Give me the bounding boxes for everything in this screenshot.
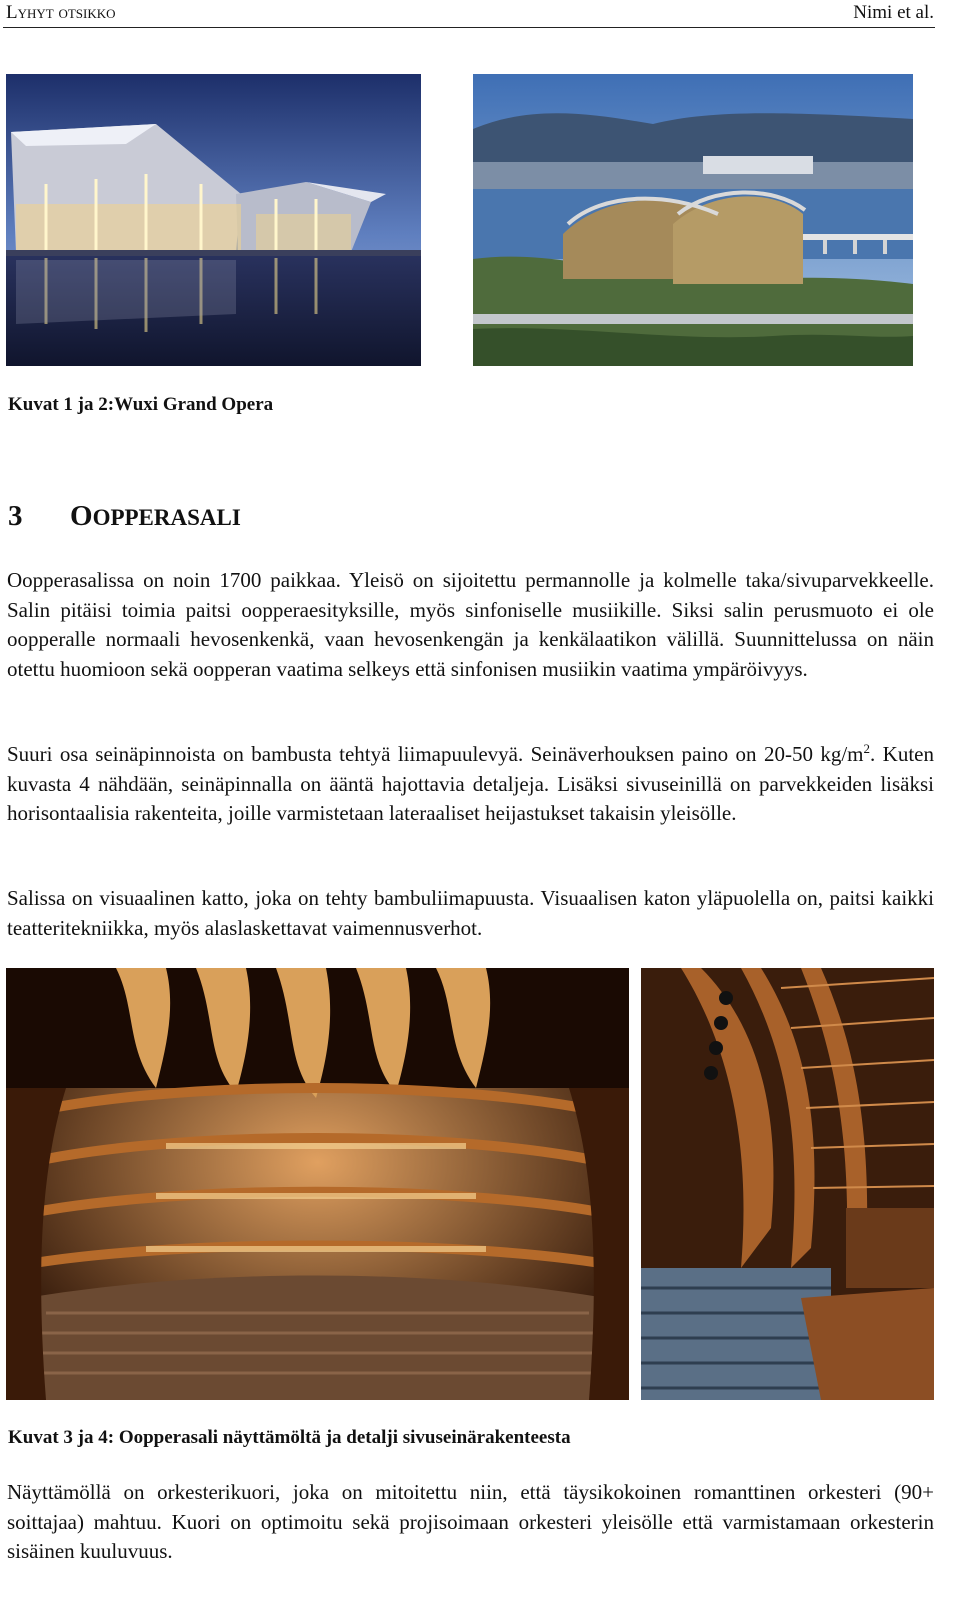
- paragraph: Salissa on visuaalinen katto, joka on tehty bambuliimapuusta. Visuaalisen katon yläpuolella on, paitsi kaikki teatteritekniikka, myös alaslaskettavat vaimennusverhot.: [7, 886, 934, 940]
- section-title-rest: OPPERASALI: [92, 505, 241, 530]
- running-title: Lyhyt otsikko: [6, 2, 116, 23]
- figure-caption: Kuvat 1 ja 2:Wuxi Grand Opera: [8, 394, 274, 415]
- figure-caption: Kuvat 3 ja 4: Oopperasali näyttämöltä ja detalji sivuseinärakenteesta: [8, 1427, 571, 1448]
- paragraph-text: . Kuten kuvasta 4 nähdään, seinäpinnalla on ääntä hajottavia detaljeja. Lisäksi sivuseinillä on parvekkeiden lisäksi horisontaalisia rakenteita, joille varmistetaan lateraaliset heijastukset takaisin yleisölle.: [7, 742, 934, 826]
- paragraph: Näyttämöllä on orkesterikuori, joka on mitoitettu niin, että täysikokoinen romanttinen orkesteri (90+ soittajaa) mahtuu. Kuori on optimoitu sekä projisoimaan orkesteri yleisölle että varmistamaan orkesterin sisäinen kuuluvuus.: [7, 1480, 934, 1564]
- paragraph: [7, 740, 934, 829]
- photo-opera-hall: [6, 968, 629, 1400]
- section-title-initial: O: [70, 500, 93, 532]
- paragraph: Oopperasalissa on noin 1700 paikkaa. Yleisö on sijoitettu permannolle ja kolmelle taka/sivuparvekkeelle. Salin pitäisi toimia paitsi oopperaesityksille, myös sinfoniselle musiikille. Siksi salin perusmuoto ei ole oopperalle normaali hevosenkenkä, vaan hevosenkengän ja kenkälaatikon välillä. Suunnittelussa on näin otettu huomioon sekä oopperan vaatima selkeys että sinfonisen musiikin vaatima ympäröivyys.: [7, 568, 934, 681]
- photo-side-wall-detail: [641, 968, 934, 1400]
- section-number: 3: [8, 500, 23, 532]
- running-authors: Nimi et al.: [853, 2, 934, 23]
- header-rule: [3, 27, 935, 28]
- paragraph-text: Suuri osa seinäpinnoista on bambusta tehtyä liimapuulevyä. Seinäverhouksen paino on 20-50 kg/m: [7, 742, 864, 766]
- section-heading: [8, 500, 241, 533]
- superscript: 2: [863, 741, 871, 756]
- photo-opera-lake: [473, 74, 913, 366]
- running-header: [6, 2, 934, 26]
- photo-opera-night: [6, 74, 421, 366]
